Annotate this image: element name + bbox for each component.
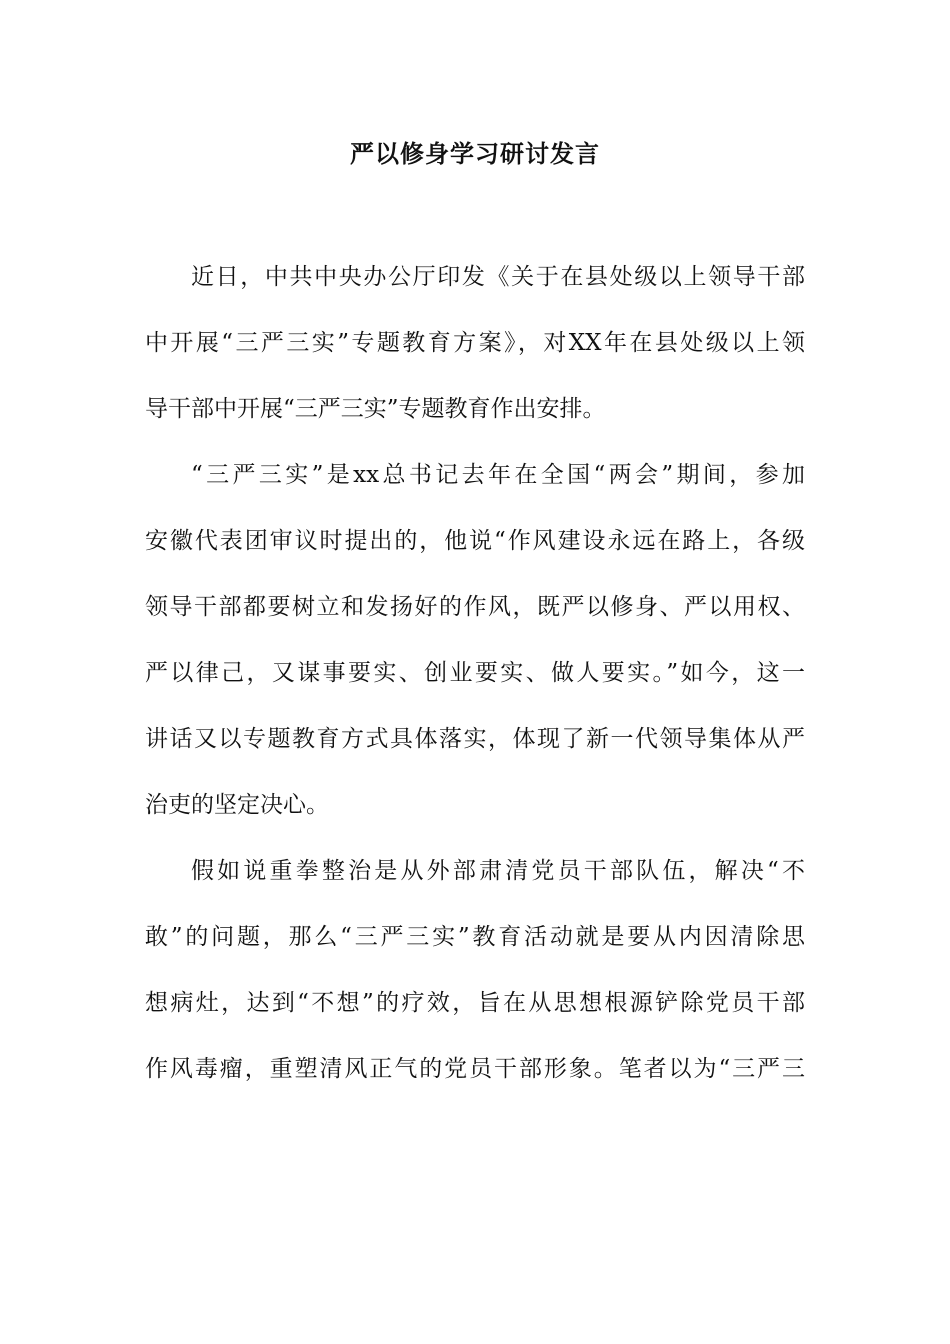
paragraph-line: 中开展“三严三实”专题教育方案》，对XX年在县处级以上领 <box>145 330 805 356</box>
paragraph-line: 治吏的坚定决心。 <box>145 792 329 818</box>
document-title: 严以修身学习研讨发言 <box>350 139 600 168</box>
paragraph-line: 假如说重拳整治是从外部肃清党员干部队伍，解决“不 <box>191 858 805 884</box>
paragraph-line: 严以律己，又谋事要实、创业要实、做人要实。”如今，这一 <box>145 660 805 686</box>
paragraph-line: 想病灶，达到“不想”的疗效，旨在从思想根源铲除党员干部 <box>145 990 805 1016</box>
paragraph-line: 近日，中共中央办公厅印发《关于在县处级以上领导干部 <box>191 264 805 290</box>
paragraph-1 <box>145 255 805 453</box>
paragraph-line: 敢”的问题，那么“三严三实”教育活动就是要从内因清除思 <box>145 924 805 950</box>
paragraph-line: 安徽代表团审议时提出的，他说“作风建设永远在路上，各级 <box>145 528 805 554</box>
paragraph-line: 作风毒瘤，重塑清风正气的党员干部形象。笔者以为“三严三 <box>145 1056 805 1082</box>
paragraph-2 <box>145 453 805 849</box>
paragraph-line: 领导干部都要树立和发扬好的作风，既严以修身、严以用权、 <box>145 594 805 620</box>
paragraph-line: “三严三实”是xx总书记去年在全国“两会”期间，参加 <box>191 462 805 488</box>
document-body <box>145 255 805 1113</box>
paragraph-3 <box>145 849 805 1113</box>
paragraph-line: 讲话又以专题教育方式具体落实，体现了新一代领导集体从严 <box>145 726 805 752</box>
paragraph-line: 导干部中开展“三严三实”专题教育作出安排。 <box>145 396 606 422</box>
